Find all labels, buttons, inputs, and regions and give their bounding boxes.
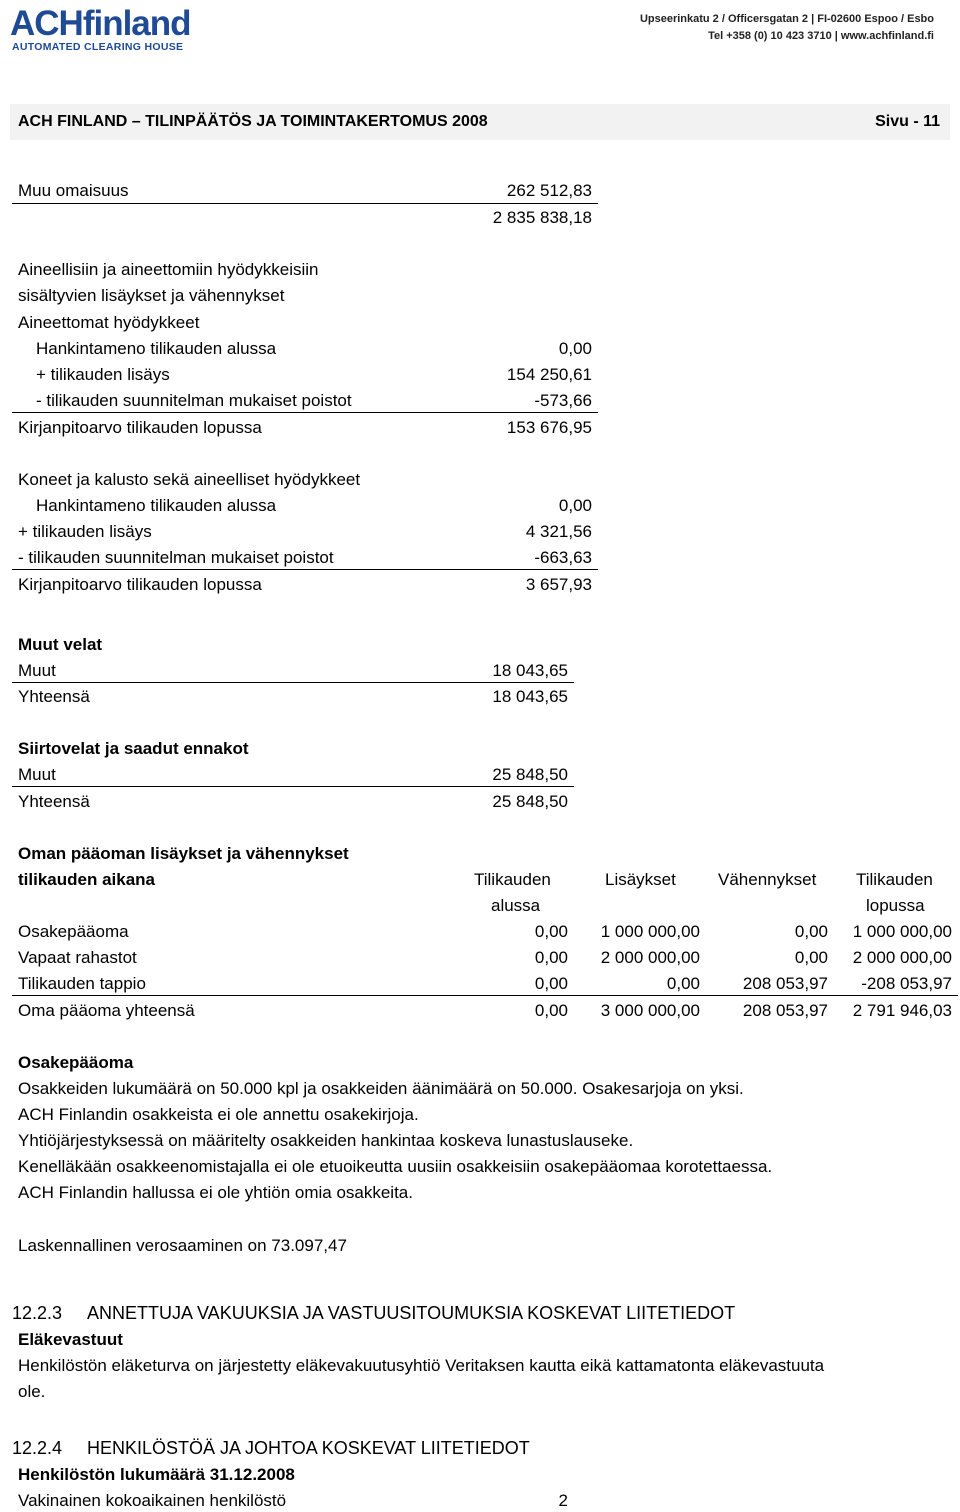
elakevastuut-heading: Eläkevastuut xyxy=(18,1330,123,1349)
table-cell: 0,00 xyxy=(534,1001,568,1020)
table-cell: 0,00 xyxy=(534,974,568,993)
koneet-row-label: + tilikauden lisäys xyxy=(18,522,152,541)
page-number: Sivu - 11 xyxy=(875,113,940,130)
muut-velat-total-label: Yhteensä xyxy=(18,687,90,706)
koneet-total-value: 3 657,93 xyxy=(525,575,592,594)
row-label: Oma pääoma yhteensä xyxy=(18,1001,195,1020)
table-cell: 2 000 000,00 xyxy=(600,948,700,967)
table-cell: 1 000 000,00 xyxy=(852,922,952,941)
column-header: Tilikauden xyxy=(474,870,551,889)
column-header: lopussa xyxy=(866,896,925,915)
koneet-total-label: Kirjanpitoarvo tilikauden lopussa xyxy=(18,575,262,594)
table-cell: 208 053,97 xyxy=(742,1001,828,1020)
logo-text: ACHfinland xyxy=(10,4,191,43)
row-label: Osakepääoma xyxy=(18,922,129,941)
koneet-row-label: - tilikauden suunnitelman mukaiset poistot xyxy=(18,548,334,567)
muu-omaisuus-value: 262 512,83 xyxy=(506,181,592,200)
section-title: HENKILÖSTÖÄ JA JOHTOA KOSKEVAT LIITETIEDOT xyxy=(87,1438,530,1458)
section-number: 12.2.4 xyxy=(12,1438,63,1458)
divider xyxy=(12,203,598,204)
aineettomat-row-value: 0,00 xyxy=(558,339,592,358)
muut-velat-heading: Muut velat xyxy=(18,635,103,654)
henkilosto-heading: Henkilöstön lukumäärä 31.12.2008 xyxy=(18,1465,295,1484)
muu-omaisuus-total: 2 835 838,18 xyxy=(492,208,592,227)
table-cell: 0,00 xyxy=(666,974,700,993)
muut-velat-total-value: 18 043,65 xyxy=(492,687,568,706)
elakevastuut-text: ole. xyxy=(18,1382,46,1401)
table-cell: 0,00 xyxy=(794,922,828,941)
aineettomat-row-label: Hankintameno tilikauden alussa xyxy=(36,339,277,358)
henkilosto-row-label: Vakinainen kokoaikainen henkilöstö xyxy=(18,1491,287,1510)
siirtovelat-row-value: 25 848,50 xyxy=(492,765,568,784)
aineettomat-row-value: -573,66 xyxy=(534,391,592,410)
address-line-2: Tel +358 (0) 10 423 3710 | www.achfinland.fi xyxy=(708,30,934,42)
koneet-row-label: Hankintameno tilikauden alussa xyxy=(36,496,277,515)
osakepaaoma-line: Kenelläkään osakkeenomistajalla ei ole etuoikeutta uusiin osakkeisiin osakepääomaa korotettaessa. xyxy=(18,1157,773,1176)
oma-paaoma-heading: tilikauden aikana xyxy=(18,870,155,889)
aineettomat-row-value: 154 250,61 xyxy=(506,365,592,384)
table-cell: 2 000 000,00 xyxy=(852,948,952,967)
siirtovelat-total-label: Yhteensä xyxy=(18,792,90,811)
table-cell: 0,00 xyxy=(534,948,568,967)
document-title-bar xyxy=(10,104,950,140)
table-cell: 0,00 xyxy=(534,922,568,941)
koneet-row-value: 0,00 xyxy=(558,496,592,515)
elakevastuut-text: Henkilöstön eläketurva on järjestetty eläkevakuutusyhtiö Veritaksen kautta eikä kattamatonta eläkevastuuta xyxy=(18,1356,825,1375)
aineettomat-total-value: 153 676,95 xyxy=(506,418,592,437)
table-cell: 0,00 xyxy=(794,948,828,967)
hyodykkeet-title-2: sisältyvien lisäykset ja vähennykset xyxy=(18,286,285,305)
section-number: 12.2.3 xyxy=(12,1303,63,1323)
muut-velat-row-label: Muut xyxy=(18,661,56,680)
siirtovelat-heading: Siirtovelat ja saadut ennakot xyxy=(18,739,249,758)
column-header: Tilikauden xyxy=(856,870,933,889)
koneet-row-value: -663,63 xyxy=(534,548,592,567)
table-cell: 2 791 946,03 xyxy=(852,1001,952,1020)
koneet-heading: Koneet ja kalusto sekä aineelliset hyödykkeet xyxy=(18,470,361,489)
section-title: ANNETTUJA VAKUUKSIA JA VASTUUSITOUMUKSIA KOSKEVAT LIITETIEDOT xyxy=(87,1303,736,1323)
aineettomat-heading: Aineettomat hyödykkeet xyxy=(18,313,200,332)
divider xyxy=(12,995,958,996)
table-cell: -208 053,97 xyxy=(861,974,952,993)
muu-omaisuus-label: Muu omaisuus xyxy=(18,181,129,200)
table-cell: 3 000 000,00 xyxy=(600,1001,700,1020)
column-header: alussa xyxy=(491,896,541,915)
aineettomat-row-label: - tilikauden suunnitelman mukaiset poistot xyxy=(36,391,352,410)
table-cell: 1 000 000,00 xyxy=(600,922,700,941)
row-label: Tilikauden tappio xyxy=(18,974,146,993)
address-line-1: Upseerinkatu 2 / Officersgatan 2 | FI-02600 Espoo / Esbo xyxy=(639,13,934,25)
divider xyxy=(12,786,574,787)
verosaaminen-text: Laskennallinen verosaaminen on 73.097,47 xyxy=(18,1236,347,1255)
oma-paaoma-heading: Oman pääoman lisäykset ja vähennykset xyxy=(18,844,349,863)
divider xyxy=(12,682,574,683)
divider xyxy=(12,569,598,570)
koneet-row-value: 4 321,56 xyxy=(525,522,592,541)
muut-velat-row-value: 18 043,65 xyxy=(492,661,568,680)
osakepaaoma-line: ACH Finlandin hallussa ei ole yhtiön omia osakkeita. xyxy=(18,1183,413,1202)
column-header: Vähennykset xyxy=(718,870,817,889)
document-title: ACH FINLAND – TILINPÄÄTÖS JA TOIMINTAKERTOMUS 2008 xyxy=(18,113,488,130)
siirtovelat-row-label: Muut xyxy=(18,765,56,784)
logo-subtitle: AUTOMATED CLEARING HOUSE xyxy=(12,41,184,53)
osakepaaoma-heading: Osakepääoma xyxy=(18,1053,134,1072)
table-cell: 208 053,97 xyxy=(742,974,828,993)
aineettomat-row-label: + tilikauden lisäys xyxy=(36,365,170,384)
column-header: Lisäykset xyxy=(605,870,676,889)
henkilosto-row-value: 2 xyxy=(558,1491,568,1510)
aineettomat-total-label: Kirjanpitoarvo tilikauden lopussa xyxy=(18,418,262,437)
row-label: Vapaat rahastot xyxy=(18,948,137,967)
osakepaaoma-line: ACH Finlandin osakkeista ei ole annettu osakekirjoja. xyxy=(18,1105,419,1124)
divider xyxy=(12,412,598,413)
hyodykkeet-title-1: Aineellisiin ja aineettomiin hyödykkeisiin xyxy=(18,260,319,279)
osakepaaoma-line: Yhtiöjärjestyksessä on määritelty osakkeiden hankintaa koskeva lunastuslauseke. xyxy=(18,1131,634,1150)
siirtovelat-total-value: 25 848,50 xyxy=(492,792,568,811)
osakepaaoma-line: Osakkeiden lukumäärä on 50.000 kpl ja osakkeiden äänimäärä on 50.000. Osakesarjoja on yksi. xyxy=(18,1079,744,1098)
